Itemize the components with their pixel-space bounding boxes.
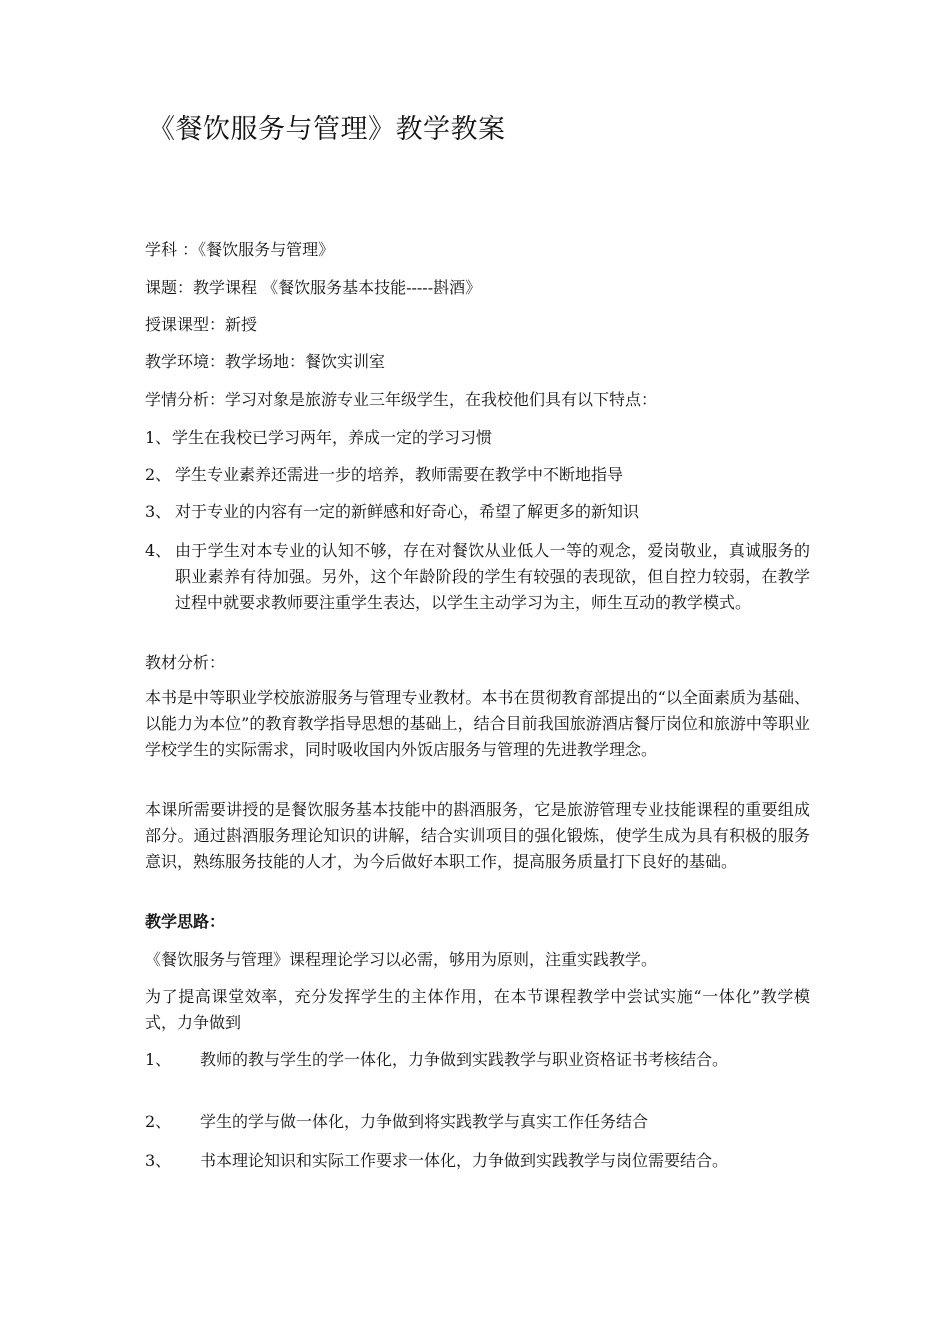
goal-item-1: [145, 1047, 815, 1073]
trait-number: 4、: [145, 541, 172, 560]
trait-item-1: [145, 425, 815, 451]
goal-number: 3、: [145, 1151, 172, 1170]
goal-item-2: [145, 1109, 815, 1135]
goal-text: 学生的学与做一体化，力争做到将实践教学与真实工作任务结合: [200, 1112, 649, 1131]
lesson-type-line: 授课课型：新授: [145, 315, 258, 334]
trait-number: 2、: [145, 465, 172, 484]
material-paragraph-2: 本课所需要讲授的是餐饮服务基本技能中的斟酒服务，它是旅游管理专业技能课程的重要组成部分。通过斟酒服务理论知识的讲解，结合实训项目的强化锻炼，使学生成为具有积极的服务意识，熟练服务技能的人才，为今后做好本职工作，提高服务质量打下良好的基础。: [145, 800, 810, 871]
goal-item-3: [145, 1148, 815, 1174]
material-heading: 教材分析：: [145, 653, 226, 672]
goal-text: 书本理论知识和实际工作要求一体化，力争做到实践教学与岗位需要结合。: [200, 1151, 729, 1170]
goal-text: 教师的教与学生的学一体化，力争做到实践教学与职业资格证书考核结合。: [200, 1050, 729, 1069]
trait-text: 对于专业的内容有一定的新鲜感和好奇心，希望了解更多的新知识: [175, 502, 640, 521]
trait-text: 由于学生对本专业的认知不够，存在对餐饮从业低人一等的观念，爱岗敬业，真诚服务的职业素养有待加强。另外，这个年龄阶段的学生有较强的表现欲，但自控力较弱，在教学过程中就要求教师要注重学生表达，以学生主动学习为主，师生互动的教学模式。: [175, 541, 810, 612]
approach-paragraph-1: 《餐饮服务与管理》课程理论学习以必需，够用为原则，注重实践教学。: [145, 950, 658, 969]
trait-number: 3、: [145, 502, 172, 521]
goal-number: 2、: [145, 1112, 172, 1131]
trait-item-4: [145, 538, 810, 616]
trait-text: 学生专业素养还需进一步的培养，教师需要在教学中不断地指导: [175, 465, 624, 484]
environment-line: 教学环境：教学场地：餐饮实训室: [145, 352, 386, 371]
trait-item-3: [145, 499, 815, 525]
topic-line: 课题：教学课程 《餐饮服务基本技能-----斟酒》: [145, 278, 482, 297]
subject-line: 学科 ：《餐饮服务与管理》: [145, 240, 335, 259]
student-analysis-line: 学情分析：学习对象是旅游专业三年级学生，在我校他们具有以下特点：: [145, 390, 658, 409]
document-title: 《餐饮服务与管理》教学教案: [148, 114, 506, 145]
trait-number: 1、: [145, 428, 172, 447]
approach-paragraph-2: 为了提高课堂效率，充分发挥学生的主体作用，在本节课程教学中尝试实施“一体化”教学模式，力争做到: [145, 987, 810, 1032]
goal-number: 1、: [145, 1050, 172, 1069]
trait-item-2: [145, 462, 815, 488]
approach-heading: 教学思路：: [145, 912, 226, 931]
material-paragraph-1: 本书是中等职业学校旅游服务与管理专业教材。本书在贯彻教育部提出的“以全面素质为基础、以能力为本位”的教育教学指导思想的基础上，结合目前我国旅游酒店餐厅岗位和旅游中等职业学校学生的实际需求，同时吸收国内外饭店服务与管理的先进教学理念。: [145, 688, 810, 759]
trait-text: 学生在我校已学习两年，养成一定的学习习惯: [172, 428, 493, 447]
